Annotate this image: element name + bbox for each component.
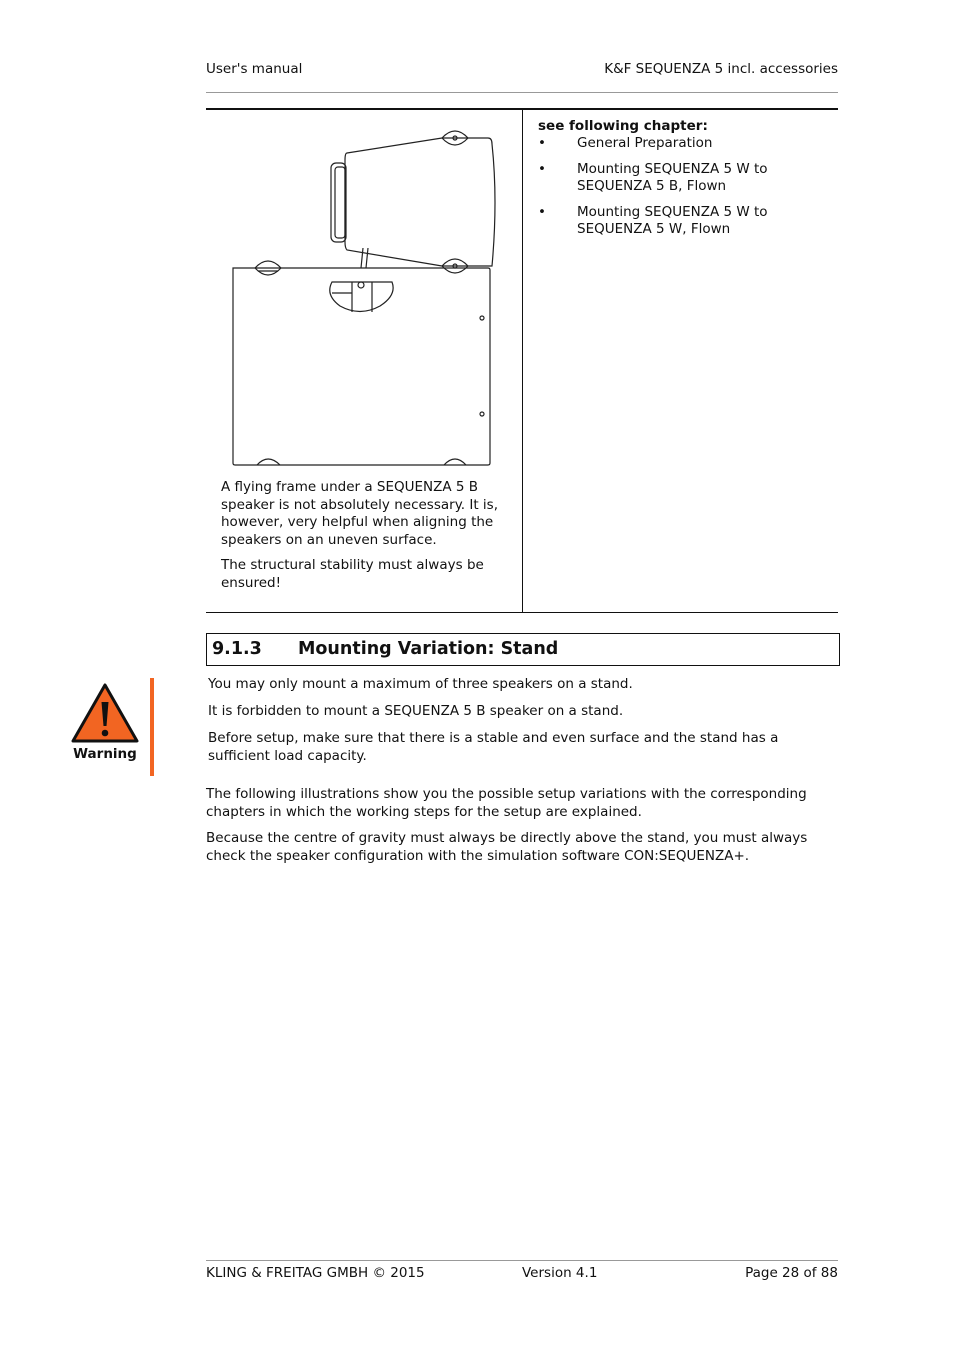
chapter-link[interactable]: • Mounting SEQUENZA 5 W to SEQUENZA 5 W, Flown [538,204,768,237]
header-left: User's manual [206,61,303,77]
table-divider [522,108,523,613]
header-rule [206,92,838,93]
warning-text: Before setup, make sure that there is a stable and even surface and the stand has a sufficient load capacity. [208,730,779,764]
warning-label: Warning [73,746,137,762]
header-right: K&F SEQUENZA 5 incl. accessories [604,61,838,77]
warning-icon [70,682,140,744]
section-title: Mounting Variation: Stand [298,639,559,659]
page-number: Page 28 of 88 [745,1265,838,1281]
section-number: 9.1.3 [212,639,262,659]
stability-note: The structural stability must always be ensured! [221,557,484,591]
footer-left: KLING & FREITAG GMBH © 2015 [206,1265,425,1281]
speaker-flying-frame-illustration [220,120,510,480]
footer-version: Version 4.1 [522,1265,598,1281]
chapter-reference-list [538,135,828,238]
warning-bar [150,678,154,776]
section-heading [206,633,840,666]
body-paragraph: The following illustrations show you the possible setup variations with the corresponding chapters in which the working steps for the setup are explained. [206,786,807,820]
figure-note: A flying frame under a SEQUENZA 5 B speaker is not absolutely necessary. It is, however, very helpful when aligning the speakers on an uneven surface. [221,479,498,548]
body-paragraph: Because the centre of gravity must always be directly above the stand, you must always check the speaker configuration with the simulation software CON:SEQUENZA+. [206,830,808,864]
footer-rule [206,1260,838,1261]
table-bottom-rule [206,612,838,613]
warning-text: You may only mount a maximum of three speakers on a stand. [208,676,633,692]
chapter-link[interactable]: • Mounting SEQUENZA 5 W to SEQUENZA 5 B, Flown [538,161,768,194]
warning-text: It is forbidden to mount a SEQUENZA 5 B speaker on a stand. [208,703,624,719]
see-chapter-title: see following chapter: [538,118,708,134]
chapter-link[interactable]: • General Preparation [538,135,713,151]
